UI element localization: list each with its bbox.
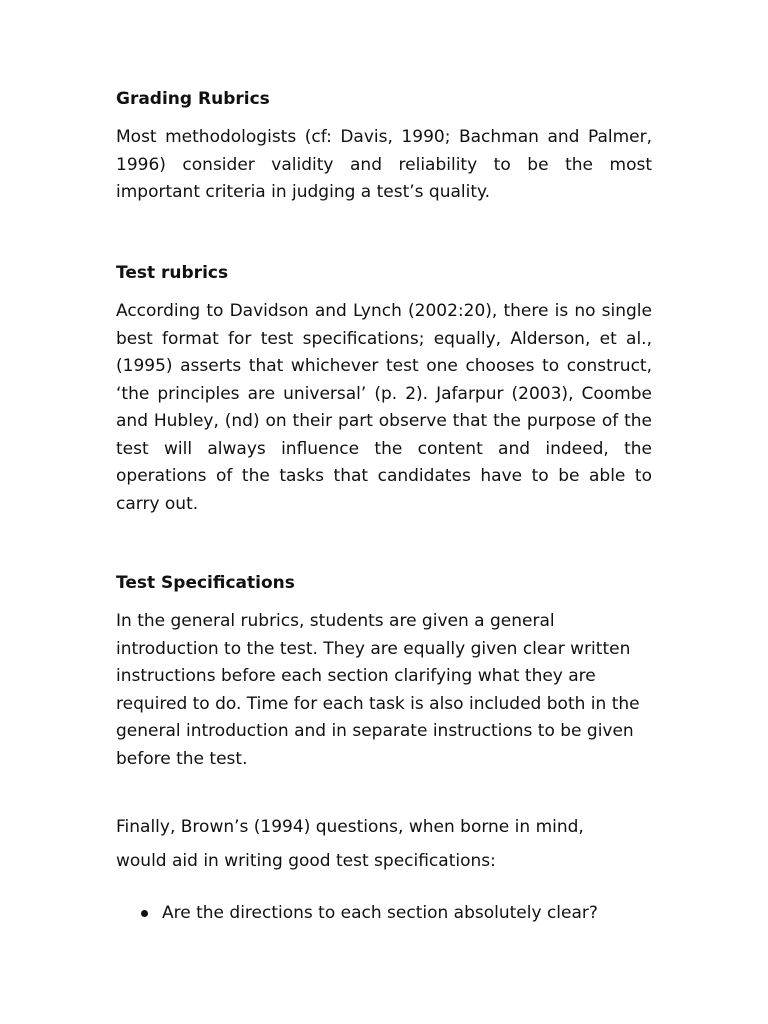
heading-grading-rubrics: Grading Rubrics (116, 89, 270, 109)
list-item-text: Are the directions to each section absolutely clear? (162, 903, 598, 923)
heading-test-rubrics: Test rubrics (116, 263, 229, 283)
bullet-dot-icon (141, 910, 148, 917)
paragraph-grading-rubrics: Most methodologists (cf: Davis, 1990; Bachman and Palmer, 1996) consider validity and reliability to be the most important criteria in judging a test’s quality. (116, 127, 652, 202)
heading-test-specifications: Test Specifications (116, 573, 295, 593)
closing-line-1: Finally, Brown’s (1994) questions, when borne in mind, (116, 817, 584, 837)
paragraph-test-rubrics: According to Davidson and Lynch (2002:20), there is no single best format for test specifications; equally, Alderson, et al., (1995) asserts that whichever test one chooses to construct, ‘the principles are universal’ (p. 2). Jafarpur (2003), Coombe and Hubley, (nd) on their part observe that the purpose of the test will always influence the content and indeed, the operations of the tasks that candidates have to be able to carry out. (116, 301, 652, 514)
bullet-list (116, 900, 652, 928)
closing-line-2: would aid in writing good test specifications: (116, 851, 496, 871)
list-item (116, 900, 652, 928)
paragraph-test-specifications: In the general rubrics, students are given a general introduction to the test. They are equally given clear written instructions before each section clarifying what they are required to do. Time for each task is also included both in the general introduction and in separate instructions to be given before the test. (116, 611, 640, 769)
